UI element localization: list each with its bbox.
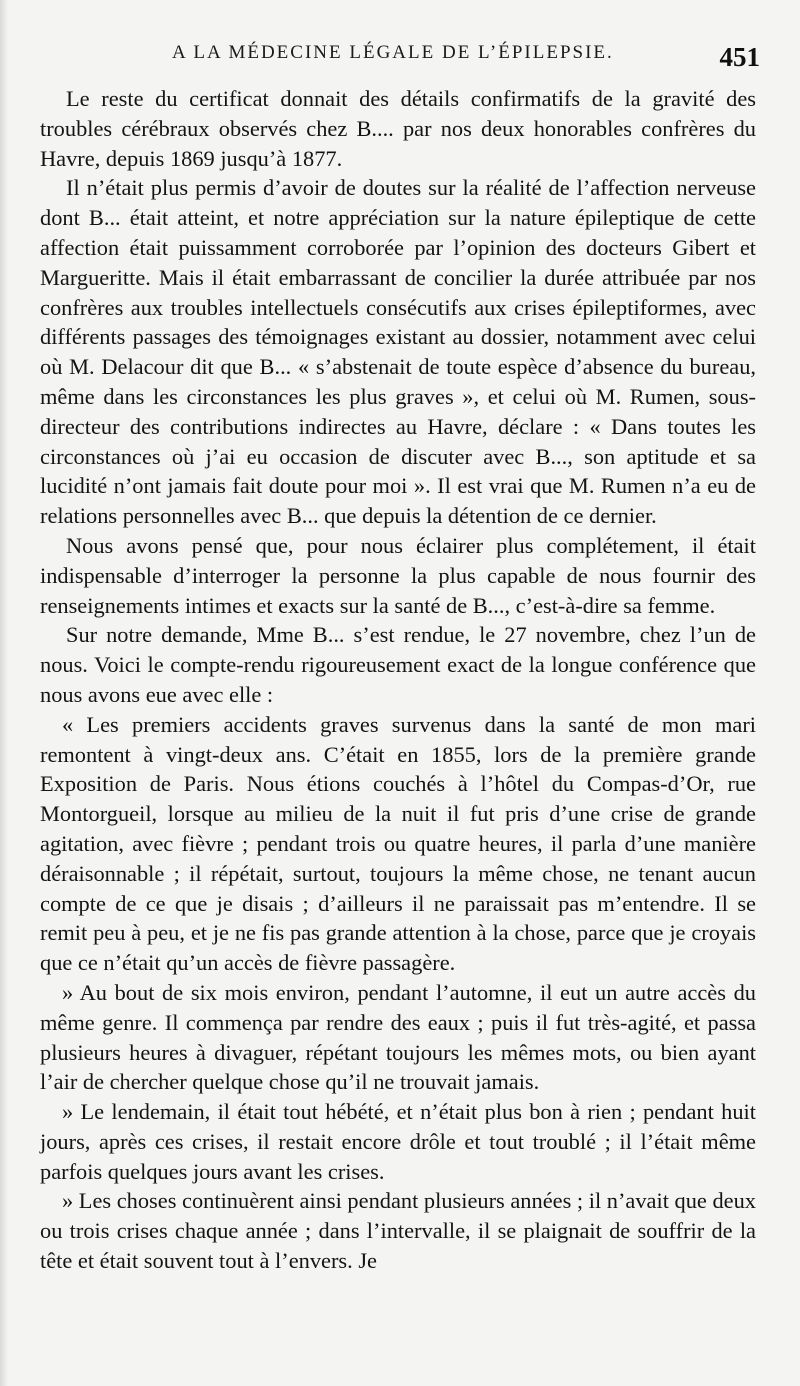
running-head: A LA MÉDECINE LÉGALE DE L’ÉPILEPSIE. bbox=[172, 42, 614, 63]
quote-paragraph: » Au bout de six mois environ, pendant l’automne, il eut un autre accès du même genre. Il commença par rendre des eaux ; puis il fut très-agité, et passa plusieurs heures à divaguer, répétant toujours les mêmes mots, ou bien ayant l’air de chercher quelque chose qu’il ne trouvait jamais. bbox=[40, 979, 756, 1095]
quote-paragraph: » Les choses continuèrent ainsi pendant plusieurs années ; il n’avait que deux ou trois crises chaque année ; dans l’intervalle, il se plaignait de souffrir de la tête et était souvent tout à l’envers. Je bbox=[40, 1188, 756, 1274]
paragraph: Il n’était plus permis d’avoir de doutes sur la réalité de l’affection nerveuse dont B... était atteint, et notre appréciation sur la nature épileptique de cette affection était puissamment corroborée par l’opinion des docteurs Gibert et Margueritte. Mais il était embarrassant de concilier la durée attribuée par nos confrères aux troubles intellectuels consécutifs aux crises épileptiformes, avec différents passages des témoignages existant au dossier, notamment avec celui où M. Delacour dit que B... « s’abstenait de toute espèce d’absence du bureau, même dans les circonstances les plus graves », et celui où M. Rumen, sous-directeur des contributions indirectes au Havre, déclare : « Dans toutes les circonstances où j’ai eu occasion de discuter avec B..., son aptitude et sa lucidité n’ont jamais fait doute pour moi ». Il est vrai que M. Rumen n’a eu de relations personnelles avec B... que depuis la détention de ce dernier. bbox=[40, 175, 756, 529]
paragraph: Sur notre demande, Mme B... s’est rendue, le 27 novembre, chez l’un de nous. Voici le compte-rendu rigoureusement exact de la longue conférence que nous avons eue avec elle : bbox=[40, 622, 756, 707]
paragraph: Le reste du certificat donnait des détails confirmatifs de la gravité des troubles cérébraux observés chez B.... par nos deux honorables confrères du Havre, depuis 1869 jusqu’à 1877. bbox=[40, 86, 756, 171]
quote-paragraph: » Le lendemain, il était tout hébété, et n’était plus bon à rien ; pendant huit jours, après ces crises, il restait encore drôle et tout troublé ; il l’était même parfois quelques jours avant les crises. bbox=[40, 1099, 756, 1184]
quote-paragraph: « Les premiers accidents graves survenus dans la santé de mon mari remontent à vingt-deux ans. C’était en 1855, lors de la première grande Exposition de Paris. Nous étions couchés à l’hôtel du Compas-d’Or, rue Montorgueil, lorsque au milieu de la nuit il fut pris d’une crise de grande agitation, avec fièvre ; pendant trois ou quatre heures, il parla d’une manière déraisonnable ; il répétait, surtout, toujours la même chose, ne tenant aucun compte de ce que je disais ; d’ailleurs il ne paraissait pas m’entendre. Il se remit peu à peu, et je ne fis pas grande attention à la chose, parce que je croyais que ce n’était qu’un accès de fièvre passagère. bbox=[40, 711, 756, 976]
paragraph: Nous avons pensé que, pour nous éclairer plus complétement, il était indispensable d’interroger la personne la plus capable de nous fournir des renseignements intimes et exacts sur la santé de B..., c’est-à-dire sa femme. bbox=[40, 532, 756, 618]
page-number: 451 bbox=[719, 42, 760, 72]
page-header bbox=[40, 38, 760, 78]
page-edge-shadow bbox=[0, 0, 8, 1386]
body-text bbox=[40, 84, 756, 1276]
